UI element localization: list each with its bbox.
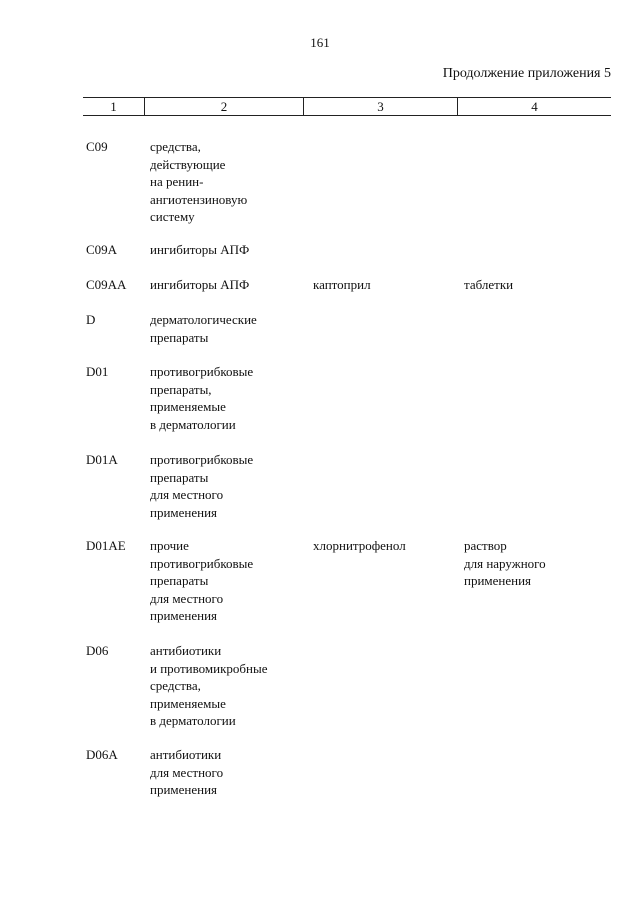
- header-col-3: 3: [303, 97, 457, 116]
- name-cell: антибиотики и противомикробные средства, применяемые в дерматологии: [150, 643, 268, 728]
- table-row: [0, 537, 640, 642]
- code-cell: C09: [86, 139, 108, 154]
- table-body: [0, 138, 640, 806]
- code-cell: D01AE: [86, 538, 126, 553]
- header-col-4: 4: [457, 97, 611, 116]
- table-row: [0, 276, 640, 311]
- header-bottom-rule: [83, 115, 611, 116]
- name-cell: дерматологические препараты: [150, 312, 257, 345]
- name-cell: ингибиторы АПФ: [150, 242, 250, 257]
- form-cell: таблетки: [464, 277, 514, 292]
- code-cell: D: [86, 312, 96, 327]
- name-cell: прочие противогрибковые препараты для местного применения: [150, 538, 254, 623]
- code-cell: C09AA: [86, 277, 127, 292]
- table-row: [0, 451, 640, 537]
- table-row: [0, 311, 640, 363]
- name-cell: ингибиторы АПФ: [150, 277, 250, 292]
- table-row: [0, 746, 640, 806]
- table-row: [0, 642, 640, 746]
- table-row: [0, 241, 640, 276]
- code-cell: D01A: [86, 452, 118, 467]
- header-col-2: 2: [144, 97, 303, 116]
- header-col-1: 1: [110, 99, 117, 114]
- name-cell: средства, действующие на ренин- ангиотензиновую систему: [150, 139, 248, 224]
- drug-cell: каптоприл: [313, 277, 371, 292]
- name-cell: антибиотики для местного применения: [150, 747, 224, 797]
- code-cell: C09A: [86, 242, 118, 257]
- form-cell: раствор для наружного применения: [464, 538, 546, 588]
- drug-cell: хлорнитрофенол: [313, 538, 406, 553]
- page-number: 161: [310, 35, 330, 50]
- code-cell: D01: [86, 364, 109, 379]
- table-header: [83, 97, 611, 116]
- continuation-caption: Продолжение приложения 5: [442, 66, 611, 81]
- code-cell: D06A: [86, 747, 118, 762]
- table-row: [0, 138, 640, 241]
- table-row: [0, 363, 640, 451]
- code-cell: D06: [86, 643, 109, 658]
- name-cell: противогрибковые препараты, применяемые в дерматологии: [150, 364, 254, 432]
- name-cell: противогрибковые препараты для местного применения: [150, 452, 254, 520]
